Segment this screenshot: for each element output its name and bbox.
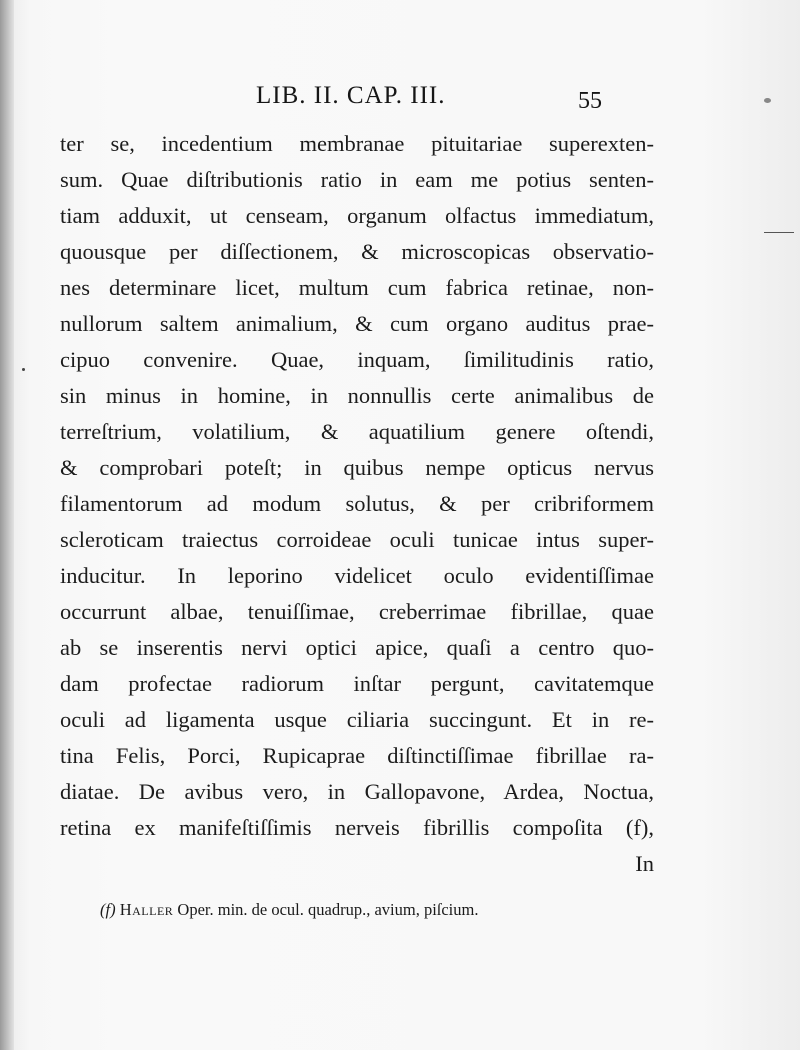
text-line: filamentorum ad modum solutus, & per cribriformem [60, 491, 654, 516]
text-line: tiam adduxit, ut censeam, organum olfactus immediatum, [60, 203, 654, 228]
text-line: oculi ad ligamenta usque ciliaria succingunt. Et in re- [60, 707, 654, 732]
paper-speck [22, 368, 25, 371]
page-number: 55 [578, 88, 602, 114]
footnote [100, 900, 630, 920]
text-line: nes determinare licet, multum cum fabrica retinae, non- [60, 275, 654, 300]
footnote-text: Oper. min. de ocul. quadrup., avium, piſcium. [177, 900, 479, 919]
footnote-mark: (f) [100, 900, 116, 919]
text-line: nullorum saltem animalium, & cum organo auditus prae- [60, 311, 654, 336]
running-header: LIB. II. CAP. III. [256, 82, 446, 109]
text-line: tina Felis, Porci, Rupicaprae diſtinctiſſimae fibrillae ra- [60, 743, 654, 768]
text-line: cipuo convenire. Quae, inquam, ſimilitudinis ratio, [60, 347, 654, 372]
text-line: & comprobari poteſt; in quibus nempe opticus nervus [60, 455, 654, 480]
text-line: sum. Quae diſtributionis ratio in eam me potius senten- [60, 167, 654, 192]
paper-speck [764, 232, 794, 233]
text-line: diatae. De avibus vero, in Gallopavone, Ardea, Noctua, [60, 779, 654, 804]
text-line: quousque per diſſectionem, & microscopicas observatio- [60, 239, 654, 264]
footnote-author: Haller [119, 900, 174, 919]
page-gutter-shadow [0, 0, 14, 1050]
catchword: In [635, 851, 654, 876]
text-line: scleroticam traiectus corroideae oculi tunicae intus super- [60, 527, 654, 552]
text-line: sin minus in homine, in nonnullis certe animalibus de [60, 383, 654, 408]
text-line: dam profectae radiorum inſtar pergunt, cavitatemque [60, 671, 654, 696]
text-line: terreſtrium, volatilium, & aquatilium genere oſtendi, [60, 419, 654, 444]
text-line: ab se inserentis nervi optici apice, quaſi a centro quo- [60, 635, 654, 660]
paper-speck [764, 98, 771, 103]
body-text [60, 126, 654, 882]
text-line: ter se, incedentium membranae pituitariae superexten- [60, 131, 654, 156]
text-line: retina ex manifeſtiſſimis nerveis fibrillis compoſita (f), [60, 815, 654, 840]
text-line: occurrunt albae, tenuiſſimae, creberrimae fibrillae, quae [60, 599, 654, 624]
text-line: inducitur. In leporino videlicet oculo evidentiſſimae [60, 563, 654, 588]
